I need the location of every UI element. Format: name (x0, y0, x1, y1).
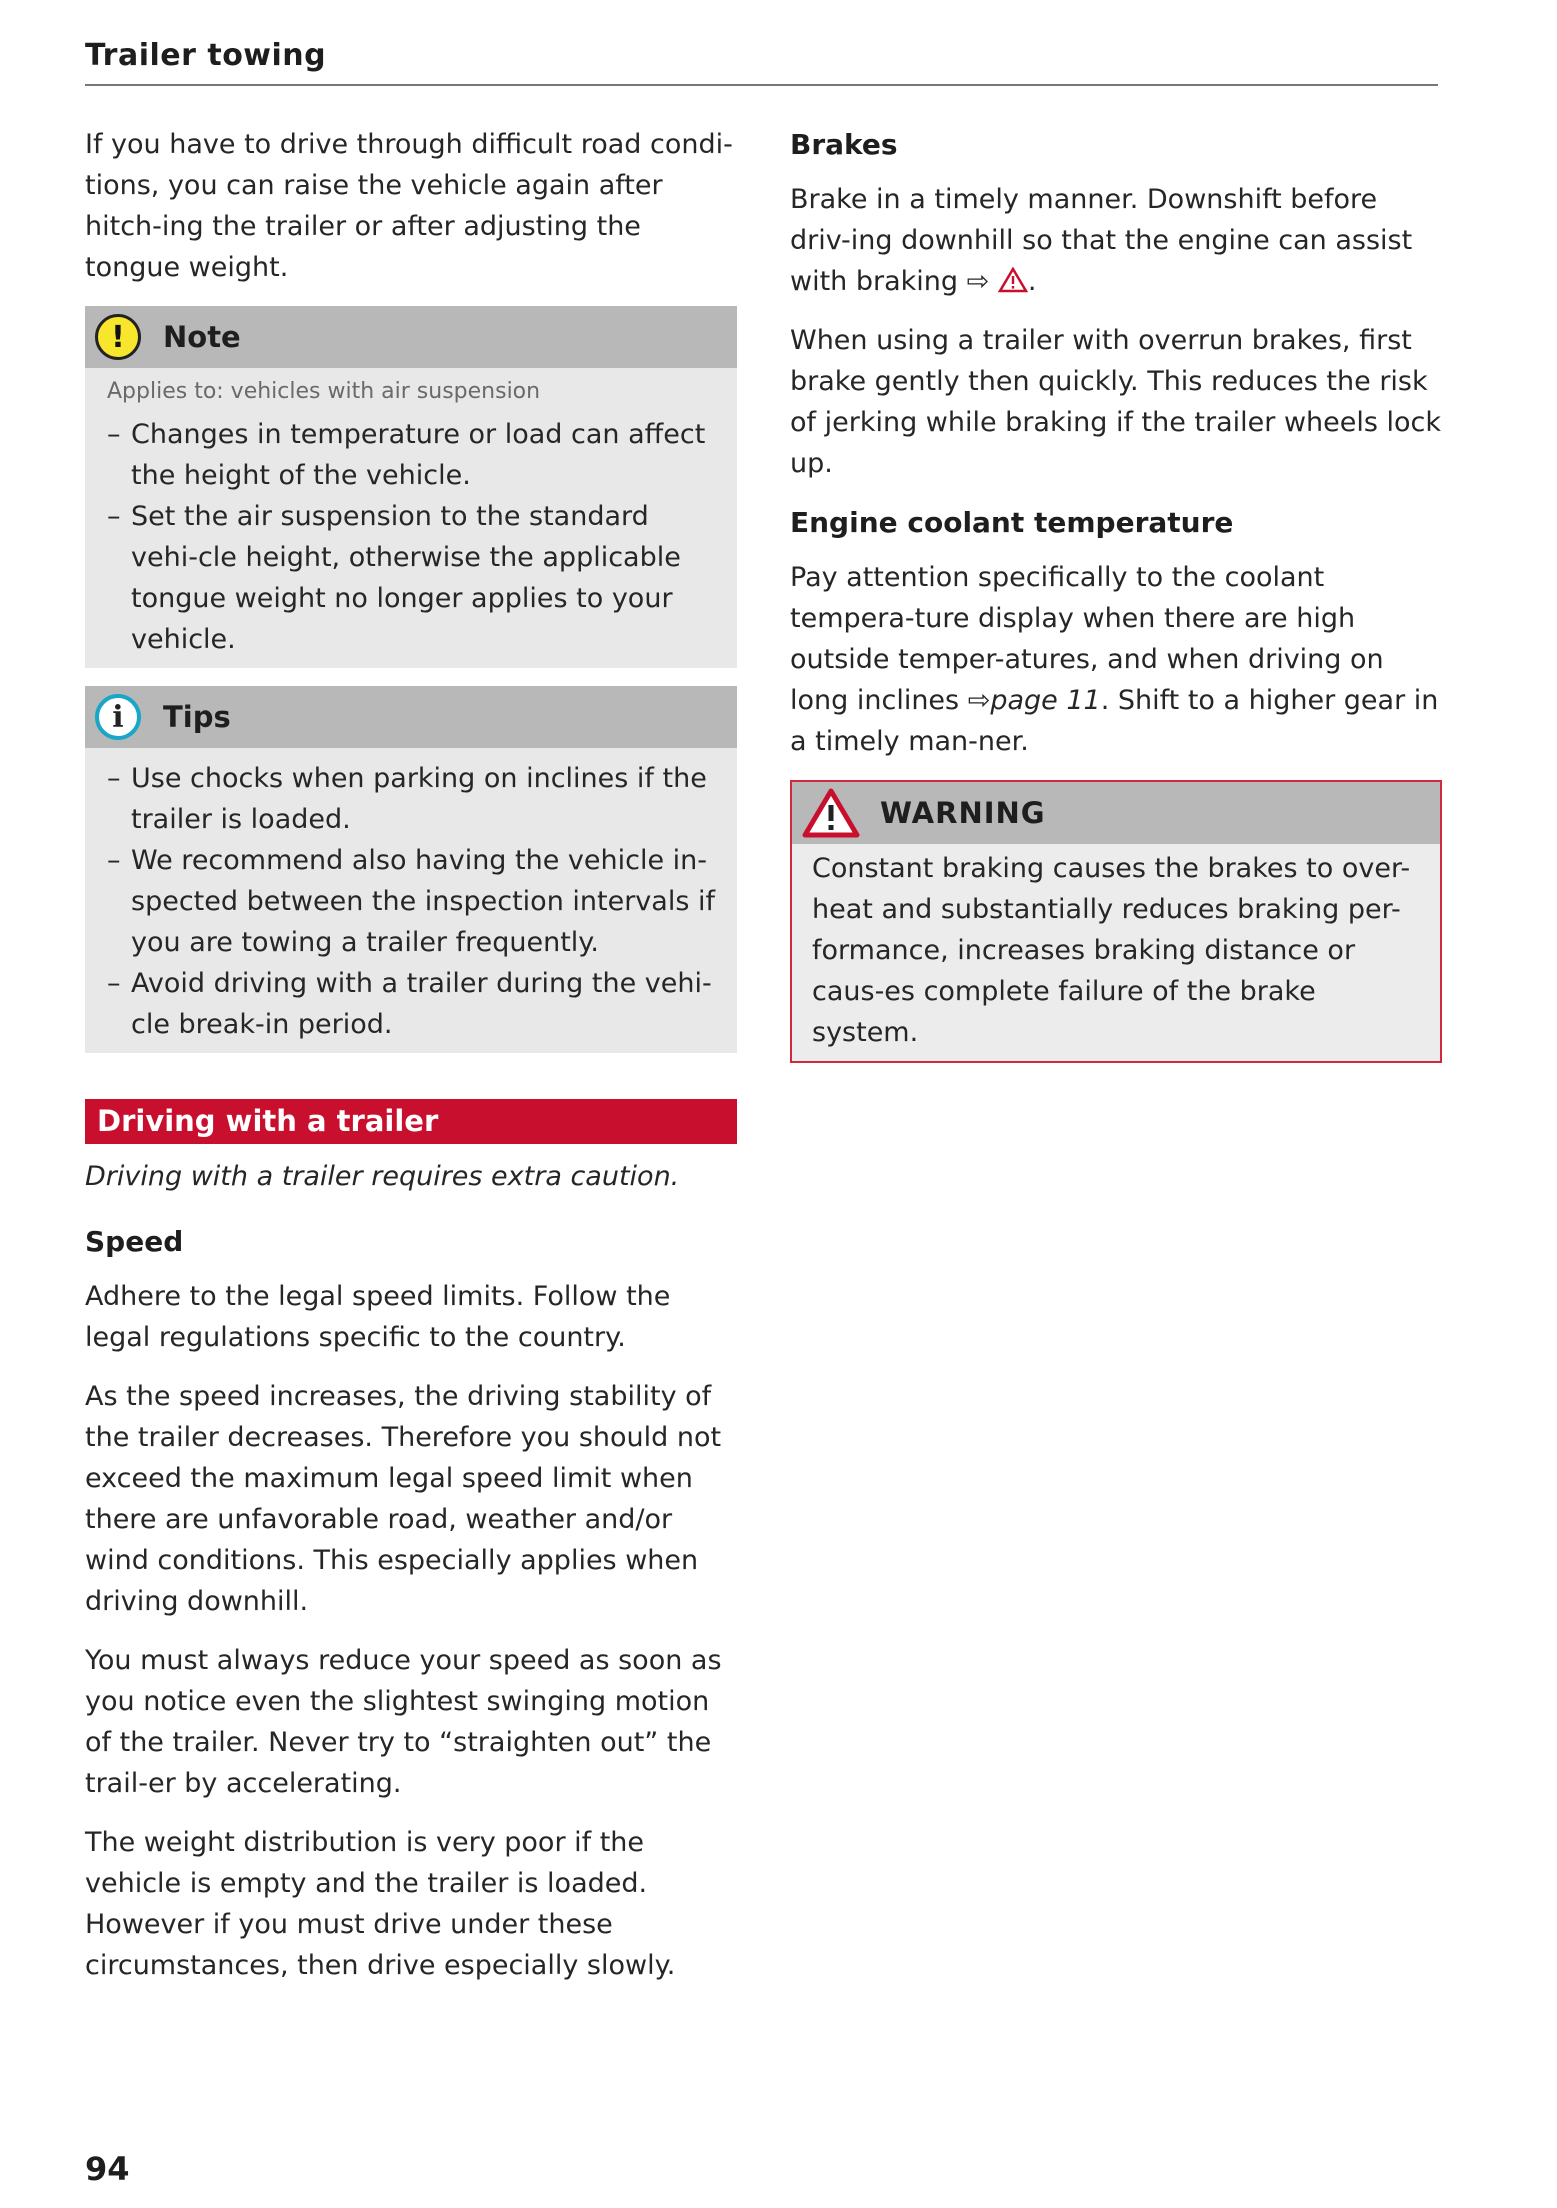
warning-text: Constant braking causes the brakes to over-heat and substantially reduces braking per-formance, increases braking distance or caus-es complete failure of the brake system. (812, 853, 1411, 1048)
tips-body (85, 748, 737, 1053)
note-body (85, 368, 737, 668)
warning-header (792, 782, 1440, 844)
coolant-heading: Engine coolant temperature (790, 506, 1234, 539)
cross-reference-arrow: ⇨ (967, 685, 991, 716)
page-reference-link[interactable]: page 11 (990, 685, 1101, 716)
tips-title: Tips (163, 700, 231, 734)
running-head: Trailer towing (85, 38, 327, 73)
speed-paragraph: As the speed increases, the driving stability of the trailer decreases. Therefore you should not exceed the maximum legal speed limit when there are unfavorable road, weather and/or wind conditions. This especially applies when driving downhill. (85, 1381, 722, 1617)
note-title: Note (163, 320, 241, 354)
info-icon: i (95, 694, 141, 740)
coolant-paragraph: Pay attention specifically to the coolant tempera-ture display when there are high outside temper-atures, and when driving on long inclines ⇨page 11. Shift to a higher gear in a timely man-ner. (790, 562, 1439, 757)
speed-paragraph: Adhere to the legal speed limits. Follow the legal regulations specific to the country. (85, 1281, 671, 1353)
cross-reference-arrow: ⇨ (966, 266, 990, 297)
list-item: – We recommend also having the vehicle in-spected between the inspection intervals if you are towing a trailer frequently. (107, 845, 715, 958)
speed-paragraph: The weight distribution is very poor if the vehicle is empty and the trailer is loaded. However if you must drive under these circumstances, then drive especially slowly. (85, 1827, 676, 1981)
section-title-bar: Driving with a trailer (85, 1099, 737, 1144)
right-column (790, 124, 1442, 1063)
brakes-paragraph: When using a trailer with overrun brakes, first brake gently then quickly. This reduces the risk of jerking while braking if the trailer wheels lock up. (790, 325, 1442, 479)
exclamation-icon: ! (95, 314, 141, 360)
applies-to: Applies to: vehicles with air suspension (107, 379, 541, 404)
page-number: 94 (85, 2150, 130, 2188)
speed-heading: Speed (85, 1225, 184, 1258)
tips-header (85, 686, 737, 748)
left-column (85, 124, 737, 2004)
brakes-heading: Brakes (790, 128, 898, 161)
speed-paragraph: You must always reduce your speed as soon as you notice even the slightest swinging motion of the trailer. Never try to “straighten out” the trail-er by accelerating. (85, 1645, 722, 1799)
list-item: – Changes in temperature or load can affect the height of the vehicle. (107, 419, 706, 491)
warning-triangle-icon (802, 788, 860, 838)
note-header (85, 306, 737, 368)
header-rule (85, 84, 1438, 86)
note-box (85, 306, 737, 668)
warning-box (790, 780, 1442, 1063)
brakes-paragraph: Brake in a timely manner. Downshift before driv-ing downhill so that the engine can assist with braking ⇨ . (790, 184, 1413, 297)
list-item: – Use chocks when parking on inclines if the trailer is loaded. (107, 763, 707, 835)
warning-title: WARNING (880, 796, 1046, 830)
intro-paragraph: If you have to drive through difficult road condi-tions, you can raise the vehicle again after hitch-ing the trailer or after adjusting the tongue weight. (85, 129, 733, 283)
list-item: – Avoid driving with a trailer during the vehi-cle break-in period. (107, 968, 712, 1040)
list-item: – Set the air suspension to the standard vehi-cle height, otherwise the applicable tongue weight no longer applies to your vehicle. (107, 501, 681, 655)
tips-box (85, 686, 737, 1053)
warning-triangle-icon[interactable] (998, 267, 1028, 293)
section-intro: Driving with a trailer requires extra caution. (85, 1161, 680, 1192)
